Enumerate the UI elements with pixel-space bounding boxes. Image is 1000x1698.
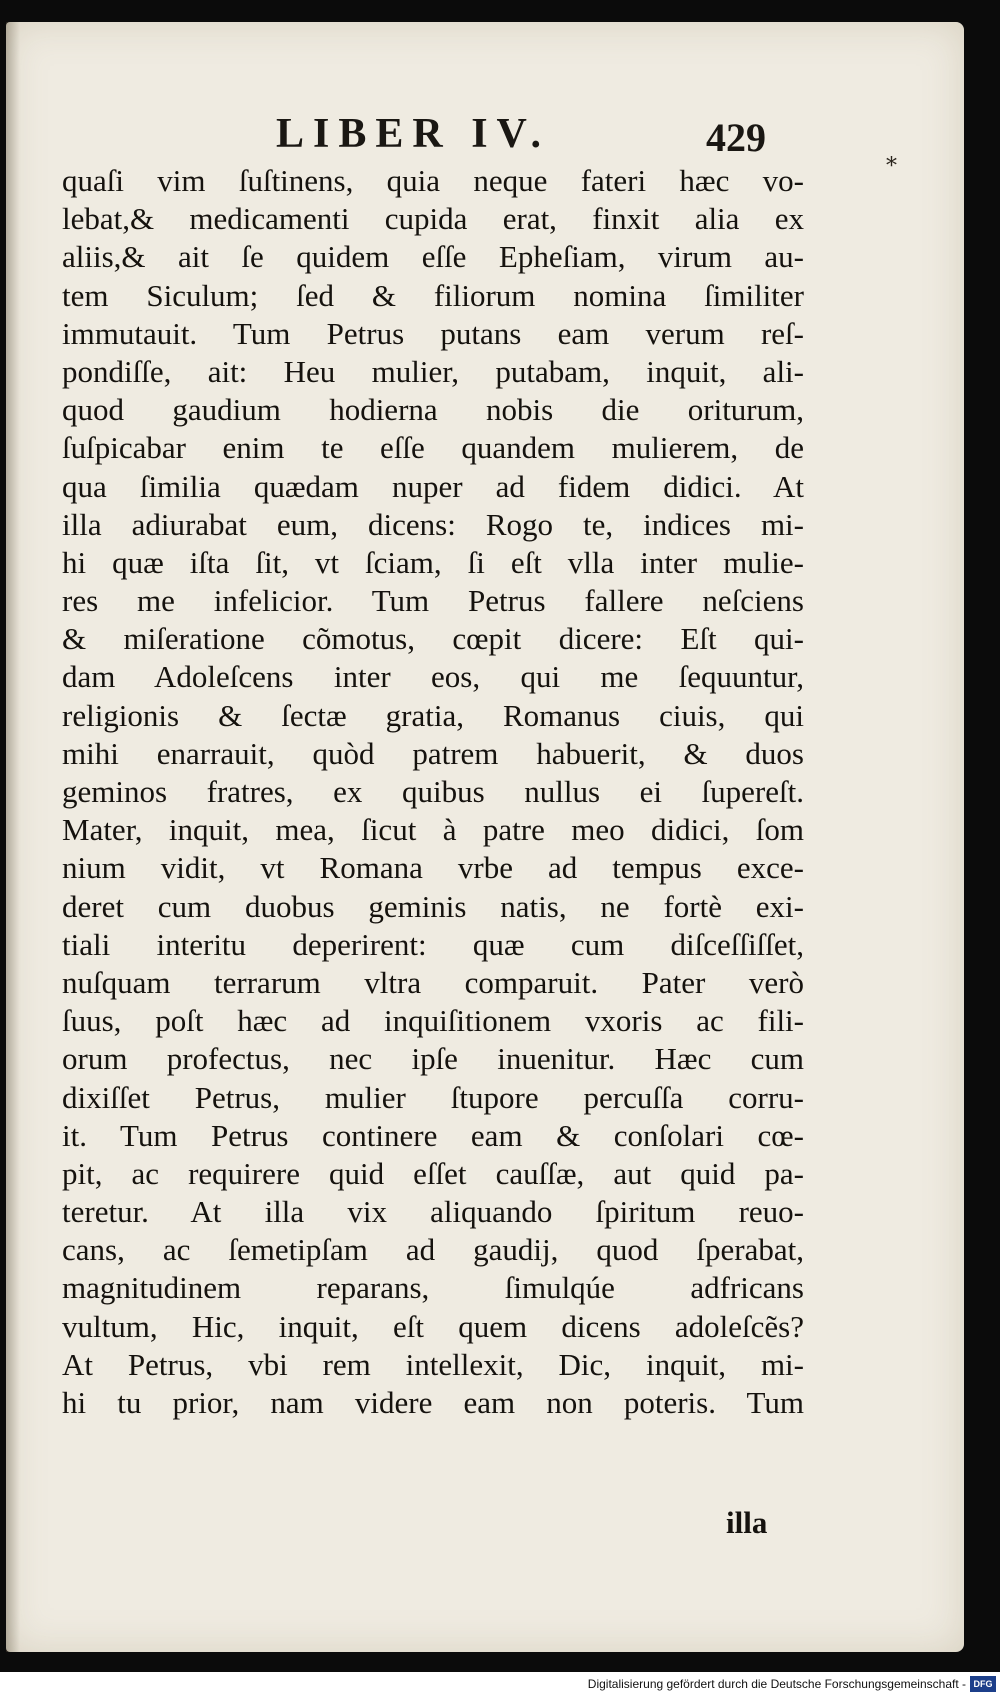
text-line: immutauit. Tum Petrus putans eam verum reſ-: [62, 315, 804, 351]
text-line: Mater, inquit, mea, ſicut à patre meo didici, ſom: [62, 812, 804, 848]
text-line: quaſi vim ſuſtinens, quia neque fateri hæc vo-: [62, 163, 804, 198]
text-line: religionis & ſectæ gratia, Romanus ciuis, qui: [62, 697, 804, 733]
text-line: tem Siculum; ſed & filiorum nomina ſimiliter: [62, 277, 804, 313]
text-line: & miſeratione cõmotus, cœpit dicere: Eſt qui-: [62, 621, 804, 657]
running-head-title: LIBER IV.: [276, 111, 550, 157]
text-line: pit, ac requirere quid eſſet cauſſæ, aut quid pa-: [62, 1155, 804, 1191]
book-page: [6, 22, 964, 1652]
text-line: cans, ac ſemetipſam ad gaudij, quod ſperabat,: [62, 1232, 804, 1268]
text-line: pondiſſe, ait: Heu mulier, putabam, inquit, ali-: [62, 353, 804, 389]
text-line: geminos fratres, ex quibus nullus ei ſupereſt.: [62, 774, 804, 809]
text-line: hi tu prior, nam videre eam non poteris. Tum: [62, 1385, 804, 1420]
text-line: At Petrus, vbi rem intellexit, Dic, inquit, mi-: [62, 1346, 804, 1382]
text-line: res me infelicior. Tum Petrus fallere neſciens: [62, 583, 804, 619]
ink-mark: *: [886, 154, 897, 179]
text-line: lebat,& medicamenti cupida erat, finxit alia ex: [62, 201, 804, 237]
text-line: hi quæ iſta ſit, vt ſciam, ſi eſt vlla inter mulie-: [62, 544, 804, 580]
text-line: ſuus, poſt hæc ad inquiſitionem vxoris ac fili-: [62, 1003, 804, 1039]
text-line: mihi enarrauit, quòd patrem habuerit, & duos: [62, 735, 804, 771]
text-line: teretur. At illa vix aliquando ſpiritum reuo-: [62, 1194, 804, 1230]
text-line: deret cum duobus geminis natis, ne fortè exi-: [62, 888, 804, 924]
text-line: nium vidit, vt Romana vrbe ad tempus exce-: [62, 850, 804, 886]
text-line: magnitudinem reparans, ſimulqúe adfricans: [62, 1270, 804, 1306]
text-line: aliis,& ait ſe quidem eſſe Epheſiam, virum au-: [62, 239, 804, 275]
text-line: dam Adoleſcens inter eos, qui me ſequuntur,: [62, 659, 804, 695]
text-line: vultum, Hic, inquit, eſt quem dicens adoleſcẽs?: [62, 1308, 804, 1344]
text-line: qua ſimilia quædam nuper ad fidem didici. At: [62, 468, 804, 504]
page-number: 429: [706, 115, 766, 160]
text-line: nuſquam terrarum vltra comparuit. Pater verò: [62, 964, 804, 1000]
text-line: tiali interitu deperirent: quæ cum diſceſſiſſet,: [62, 926, 804, 962]
text-line: it. Tum Petrus continere eam & conſolari cœ-: [62, 1117, 804, 1153]
text-line: dixiſſet Petrus, mulier ſtupore percuſſa corru-: [62, 1079, 804, 1115]
dfg-logo: DFG: [970, 1676, 996, 1692]
text-line: orum profectus, nec ipſe inuenitur. Hæc cum: [62, 1041, 804, 1077]
funding-credit: Digitalisierung gefördert durch die Deutsche Forschungsgemeinschaft -: [587, 1677, 966, 1691]
text-line: quod gaudium hodierna nobis die oriturum,: [62, 392, 804, 428]
text-line: ſuſpicabar enim te eſſe quandem mulierem, de: [62, 430, 804, 466]
footer-bar: [0, 1672, 1000, 1698]
catchword: illa: [726, 1505, 768, 1540]
body-text: [62, 162, 804, 1422]
text-line: illa adiurabat eum, dicens: Rogo te, indices mi-: [62, 506, 804, 542]
running-head: [6, 92, 964, 160]
